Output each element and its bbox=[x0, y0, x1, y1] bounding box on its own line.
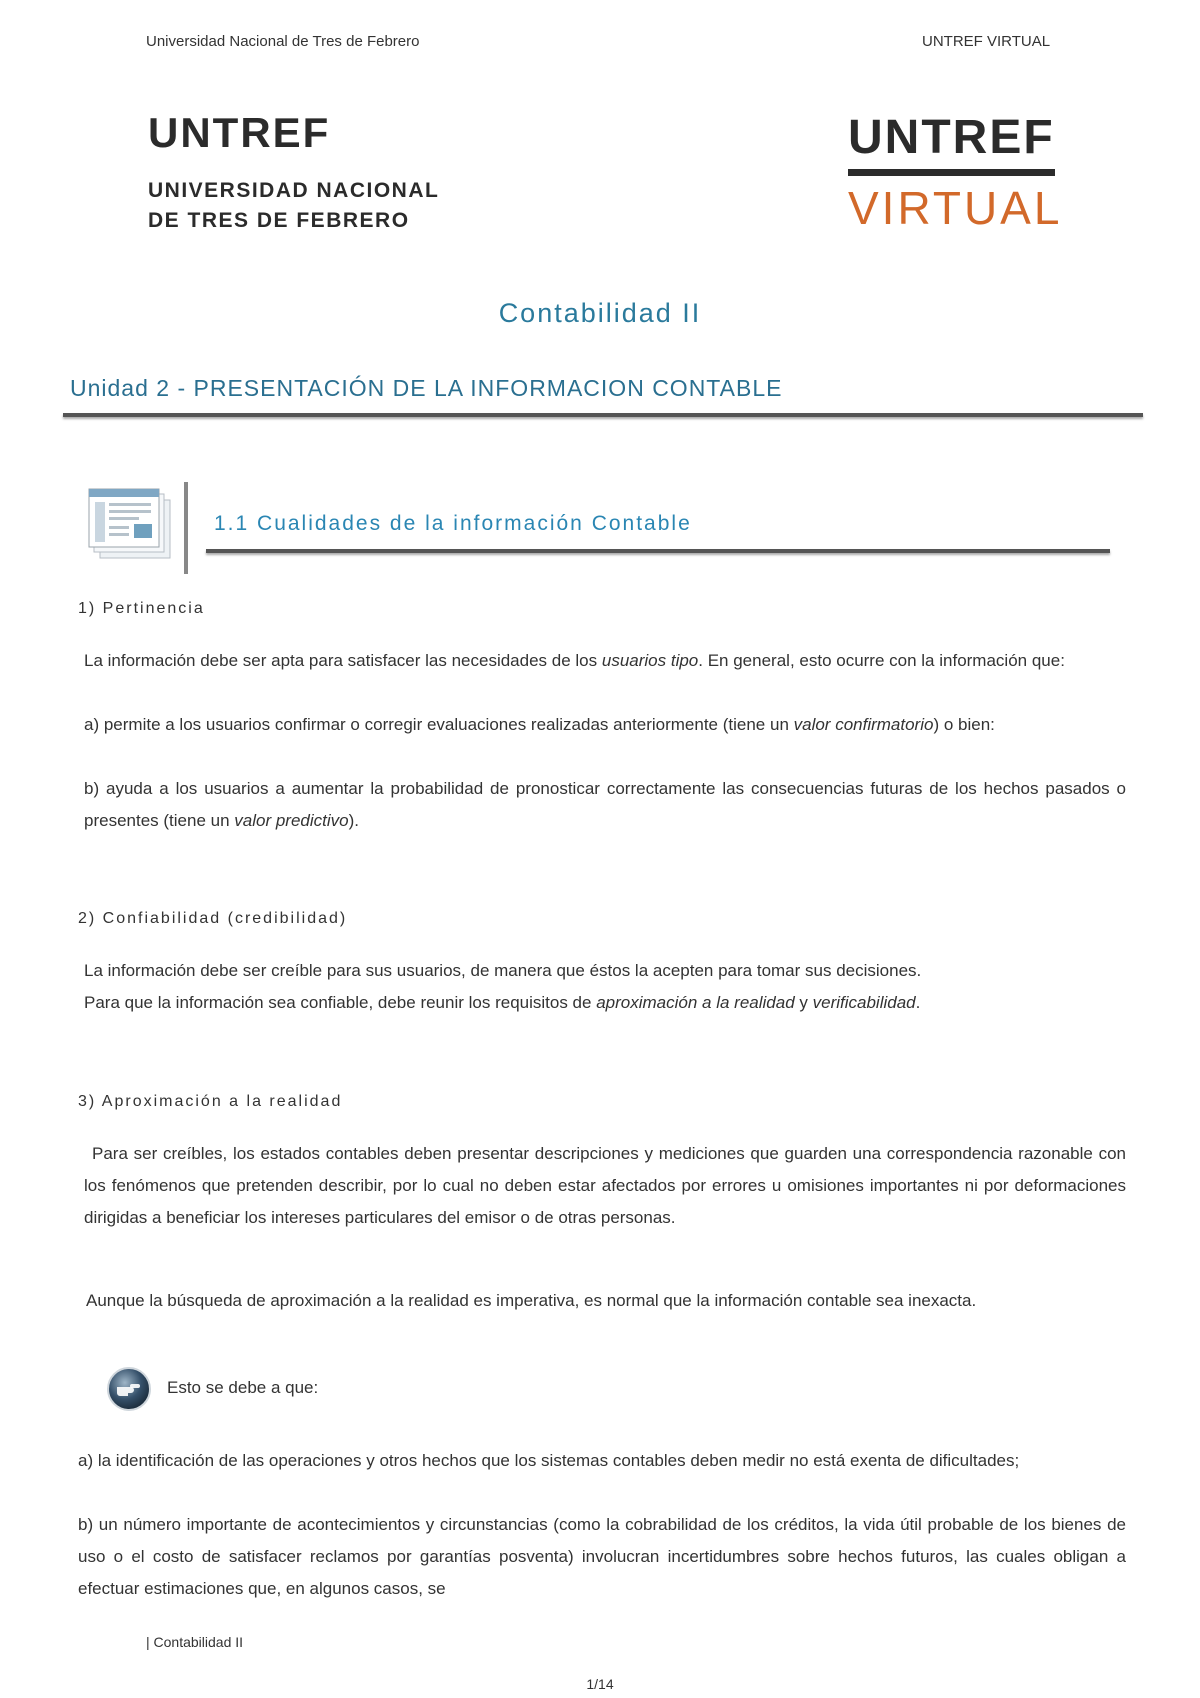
paragraph-aproximacion-1: Para ser creíbles, los estados contables deben presentar descripciones y mediciones que guarden una correspondencia razonable con los fenómenos que pretenden describir, por lo cual no deben estar afectados por errores u omisiones importantes ni por deformaciones dirigidas a beneficiar los intereses particulares del emisor o de otras personas. bbox=[84, 1144, 1126, 1227]
paragraph-item-b bbox=[84, 773, 1126, 837]
text-run: ) o bien: bbox=[933, 715, 995, 734]
untref-logo-wordmark: UNTREF bbox=[148, 109, 331, 156]
footer-course: | Contabilidad II bbox=[146, 1634, 244, 1650]
emphasis: aproximación a la realidad bbox=[596, 993, 795, 1012]
paragraph-item-a bbox=[84, 709, 1126, 741]
paragraph-confiabilidad-2 bbox=[84, 987, 1126, 1019]
section-divider-vertical bbox=[184, 482, 188, 574]
text-run: ). bbox=[348, 811, 359, 830]
list-item-a: a) la identificación de las operaciones y otros hechos que los sistemas contables deben medir no está exenta de dificultades; bbox=[78, 1451, 1020, 1470]
unit-title: Unidad 2 - PRESENTACIÓN DE LA INFORMACION CONTABLE bbox=[70, 375, 783, 401]
text-run: a) permite a los usuarios confirmar o corregir evaluaciones realizadas anteriormente (tiene un bbox=[84, 715, 794, 734]
text-run: Para que la información sea confiable, debe reunir los requisitos de bbox=[84, 993, 597, 1012]
section-title-rule bbox=[206, 549, 1110, 553]
heading-pertinencia: 1) Pertinencia bbox=[78, 600, 205, 617]
paragraph-aproximacion-2: Aunque la búsqueda de aproximación a la realidad es imperativa, es normal que la información contable sea inexacta. bbox=[86, 1291, 977, 1310]
text-run: y bbox=[794, 993, 813, 1012]
paragraph-pertinencia-intro bbox=[84, 645, 1126, 677]
page-number: 1/14 bbox=[586, 1676, 614, 1692]
emphasis: usuarios tipo bbox=[601, 651, 699, 670]
note-text: Esto se debe a que: bbox=[167, 1378, 319, 1397]
document-icon bbox=[86, 486, 176, 571]
text-run: . En general, esto ocurre con la información que: bbox=[698, 651, 1065, 670]
list-item-b: b) un número importante de acontecimientos y circunstancias (como la cobrabilidad de los créditos, la vida útil probable de los bienes de uso o el costo de satisfacer reclamos por garantías posventa) involucran incertidumbres sobre hechos futuros, las cuales obligan a efectuar estimaciones que, en algunos casos, se bbox=[78, 1515, 1126, 1598]
text-run: b) ayuda a los usuarios a aumentar la probabilidad de pronosticar correctamente las consecuencias futuras de los hechos pasados o presentes (tiene un bbox=[84, 779, 1126, 830]
emphasis: valor confirmatorio bbox=[793, 715, 934, 734]
heading-confiabilidad: 2) Confiabilidad (credibilidad) bbox=[78, 910, 348, 927]
text-run: La información debe ser apta para satisfacer las necesidades de los bbox=[84, 651, 602, 670]
heading-aproximacion: 3) Aproximación a la realidad bbox=[78, 1093, 343, 1110]
emphasis: verificabilidad bbox=[812, 993, 916, 1012]
emphasis: valor predictivo bbox=[234, 811, 349, 830]
unit-title-rule bbox=[63, 413, 1143, 417]
text-run: . bbox=[915, 993, 921, 1012]
header-institution: Universidad Nacional de Tres de Febrero bbox=[146, 33, 420, 50]
pointing-hand-icon bbox=[106, 1366, 152, 1417]
untref-logo-line2: DE TRES DE FEBRERO bbox=[148, 209, 410, 232]
section-title: 1.1 Cualidades de la información Contable bbox=[214, 512, 692, 535]
untref-virtual-subword: VIRTUAL bbox=[848, 182, 1063, 234]
untref-virtual-wordmark: UNTREF bbox=[848, 111, 1055, 164]
course-title: Contabilidad II bbox=[498, 298, 702, 328]
paragraph-confiabilidad-1: La información debe ser creíble para sus usuarios, de manera que éstos la acepten para tomar sus decisiones. bbox=[84, 961, 922, 980]
header-platform: UNTREF VIRTUAL bbox=[922, 33, 1051, 50]
untref-logo-line1: UNIVERSIDAD NACIONAL bbox=[148, 179, 440, 202]
untref-virtual-logo-bar bbox=[848, 169, 1055, 176]
